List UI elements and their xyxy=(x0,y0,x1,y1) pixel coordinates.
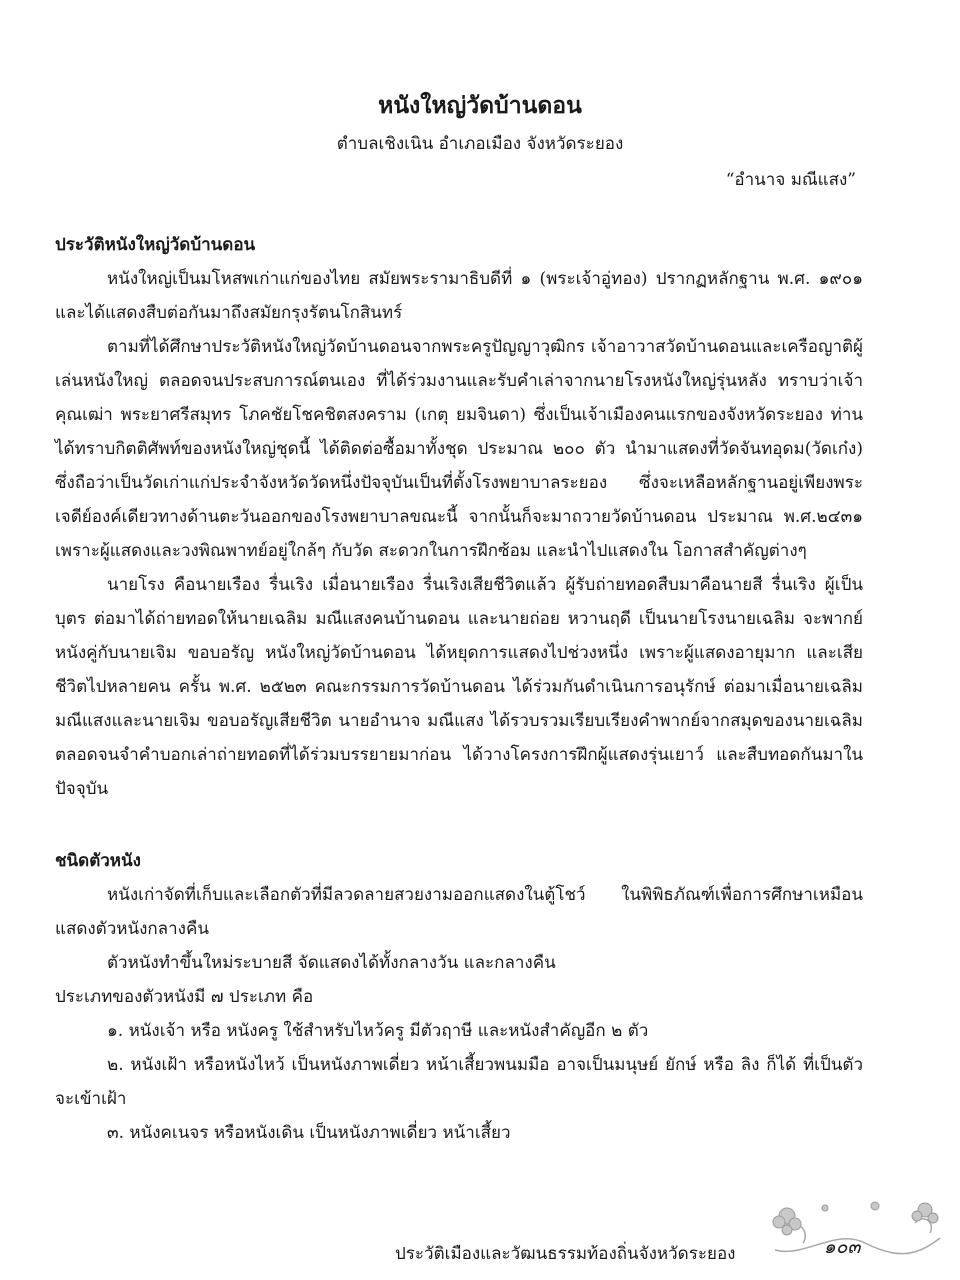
types-list-item-1: ๑. หนังเจ้า หรือ หนังครู ใช้สำหรับไหว้ครู มีตัวฤาษี และหนังสำคัญอีก ๒ ตัว xyxy=(107,1021,649,1041)
footer-book-title: ประวัติเมืองและวัฒนธรรมท้องถิ่นจังหวัดระยอง xyxy=(395,1244,736,1264)
types-paragraph-2: ตัวหนังทำขึ้นใหม่ระบายสี จัดแสดงได้ทั้งกลางวัน และกลางคืน xyxy=(107,953,556,973)
history-paragraph-3: นายโรง คือนายเรือง รื่นเริง เมื่อนายเรือง รื่นเริงเสียชีวิตแล้ว ผู้รับถ่ายทอดสืบมาคือนายสี รื่นเริง ผู้เป็นบุตร ต่อมาได้ถ่ายทอดให้นายเฉลิม มณีแสงคนบ้านดอน และนายถ่อย หวานฤดี เป็นนายโรงนายเฉลิม จะพากย์หนังคู่กับนายเจิม ขอบอรัญ หนังใหญ่วัดบ้านดอน ได้หยุดการแสดงไปช่วงหนึ่ง เพราะผู้แสดงอายุมาก และเสียชีวิตไปหลายคน ครั้น พ.ศ. ๒๕๒๓ คณะกรรมการวัดบ้านดอน ได้ร่วมกันดำเนินการอนุรักษ์ ต่อมาเมื่อนายเฉลิม มณีแสงและนายเจิม ขอบอรัญเสียชีวิต นายอำนาจ มณีแสง ได้รวบรวมเรียบเรียงคำพากย์จากสมุดของนายเฉลิม ตลอดจนจำคำบอกเล่าถ่ายทอดที่ได้ร่วมบรรยายมาก่อน ได้วางโครงการฝึกผู้แสดงรุ่นเยาว์ และสืบทอดกันมาในปัจจุบัน xyxy=(55,575,863,799)
history-paragraph-1: หนังใหญ่เป็นมโหสพเก่าแก่ของไทย สมัยพระรามาธิบดีที่ ๑ (พระเจ้าอู่ทอง) ปรากฏหลักฐาน พ.ศ. ๑๙๐๑ และได้แสดงสืบต่อกันมาถึงสมัยกรุงรัตนโกสินทร์ xyxy=(55,269,863,323)
document-title: หนังใหญ่วัดบ้านดอน xyxy=(378,92,582,119)
section-heading-history: ประวัติหนังใหญ่วัดบ้านดอน xyxy=(55,235,256,255)
types-list-item-3: ๓. หนังคเนจร หรือหนังเดิน เป็นหนังภาพเดี่ยว หน้าเสี้ยว xyxy=(107,1123,511,1143)
history-paragraph-2: ตามที่ได้ศึกษาประวัติหนังใหญ่วัดบ้านดอนจากพระครูปัญญาวุฒิกร เจ้าอาวาสวัดบ้านดอนและเครือญาติผู้เล่นหนังใหญ่ ตลอดจนประสบการณ์ตนเอง ที่ได้ร่วมงานและรับคำเล่าจากนายโรงหนังใหญ่รุ่นหลัง ทราบว่าเจ้าคุณเฒ่า พระยาศรีสมุทร โภคชัยโชคชิตสงคราม (เกตุ ยมจินดา) ซึ่งเป็นเจ้าเมืองคนแรกของจังหวัดระยอง ท่านได้ทราบกิตติศัพท์ของหนังใหญ่ชุดนี้ ได้ติดต่อซื้อมาทั้งชุด ประมาณ ๒๐๐ ตัว นำมาแสดงที่วัดจันทอุดม(วัดเก๋ง) ซึ่งถือว่าเป็นวัดเก่าแก่ประจำจังหวัดวัดหนึ่งปัจจุบันเป็นที่ตั้งโรงพยาบาลระยอง ซึ่งจะเหลือหลักฐานอยู่เพียงพระเจดีย์องค์เดียวทางด้านตะวันออกของโรงพยาบาลขณะนี้ จากนั้นก็จะมาถวายวัดบ้านดอน ประมาณ พ.ศ.๒๔๓๑ เพราะผู้แสดงและวงพิณพาทย์อยู่ใกล้ๆ กับวัด สะดวกในการฝึกซ้อม และนำไปแสดงใน โอกาสสำคัญต่างๆ xyxy=(55,337,863,561)
types-list-item-2: ๒. หนังเฝ้า หรือหนังไหว้ เป็นหนังภาพเดี่ยว หน้าเสี้ยวพนมมือ อาจเป็นมนุษย์ ยักษ์ หรือ ลิง ก็ได้ ที่เป็นตัวจะเข้าเฝ้า xyxy=(55,1055,863,1109)
types-paragraph-3: ประเภทของตัวหนังมี ๗ ประเภท คือ xyxy=(55,987,314,1007)
document-body xyxy=(55,228,863,1150)
section-heading-types: ชนิดตัวหนัง xyxy=(55,851,141,871)
document-subtitle: ตำบลเชิงเนิน อำเภอเมือง จังหวัดระยอง xyxy=(336,134,624,154)
page-number: ๑๐๓ xyxy=(823,1236,861,1258)
types-paragraph-1: หนังเก่าจัดที่เก็บและเลือกตัวที่มีลวดลายสวยงามออกแสดงในตู้โชว์ ในพิพิธภัณฑ์เพื่อการศึกษาเหมือนแสดงตัวหนังกลางคืน xyxy=(55,885,863,939)
document-author: “อำนาจ มณีแสง” xyxy=(725,170,856,190)
section-spacer xyxy=(55,806,863,844)
